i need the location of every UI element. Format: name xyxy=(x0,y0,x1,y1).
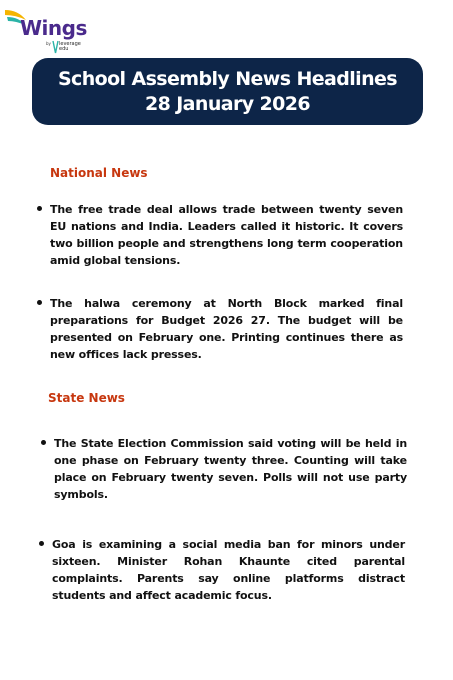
list-item xyxy=(52,536,405,604)
news-text: The State Election Commission said voting will be held in one phase on February twenty three. Counting will take place on February twenty seven. Polls will not use party symbols. xyxy=(54,437,407,501)
national-news-list-2 xyxy=(50,295,403,363)
bullet-icon xyxy=(39,541,44,546)
banner-title: School Assembly News Headlines xyxy=(57,67,398,90)
title-banner xyxy=(32,58,423,125)
national-news-list xyxy=(50,201,403,269)
list-item xyxy=(54,435,407,503)
bullet-icon xyxy=(37,300,42,305)
wings-wordmark: Wings xyxy=(20,16,87,40)
news-text: The free trade deal allows trade between twenty seven EU nations and India. Leaders called it historic. It covers two billion people and strengthens long term cooperation amid global tensions. xyxy=(50,203,403,267)
list-item xyxy=(50,295,403,363)
news-text: Goa is examining a social media ban for minors under sixteen. Minister Rohan Khaunte cited parental complaints. Parents say online platforms distract students and affect academic focus. xyxy=(52,538,405,602)
leverage-edu-icon xyxy=(52,40,59,54)
state-news-list-2 xyxy=(52,536,405,604)
section-heading-national: National News xyxy=(50,166,148,180)
bullet-icon xyxy=(41,440,46,445)
leverage-edu-text: leverage edu xyxy=(59,41,81,52)
bullet-icon xyxy=(37,206,42,211)
section-heading-state: State News xyxy=(48,391,125,405)
state-news-list xyxy=(54,435,407,503)
logo-by-text: by xyxy=(46,41,51,46)
news-text: The halwa ceremony at North Block marked final preparations for Budget 2026 27. The budget will be presented on February one. Printing continues there as new offices lack presses. xyxy=(50,297,403,361)
wings-logo xyxy=(4,6,96,58)
banner-date: 28 January 2026 xyxy=(144,92,311,115)
list-item xyxy=(50,201,403,269)
